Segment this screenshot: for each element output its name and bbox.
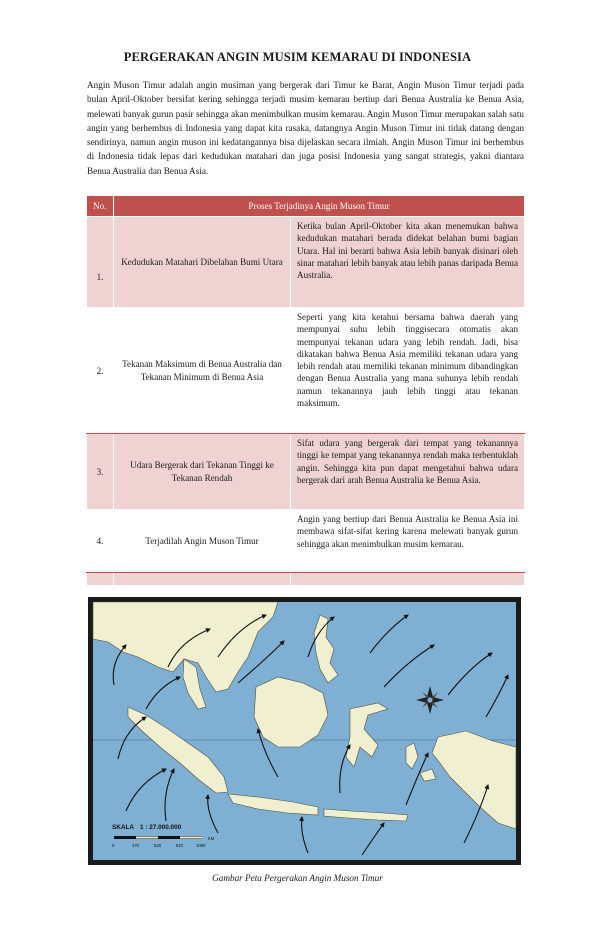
row-description: Ketika bulan April-Oktober kita akan menemukan bahwa kedudukan matahari berada didekat belahan bumi bagian Utara. Hal ini berarti bahwa Asia lebih banyak disinari oleh sinar matahari lebih banyak atau lebih panas daripada Benua Australia. [291,217,525,308]
process-table [86,196,525,586]
table-row [87,510,525,573]
intro-paragraph: Angin Muson Timur adalah angin musiman yang bergerak dari Timur ke Barat, Angin Muson Timur terjadi pada bulan April-Oktober bersifat kering sehingga terjadi musim kemarau bertiup dari Benua Australia ke Benua Asia, melewati banyak gurun pasir sehingga akan menimbulkan musim kemarau. Angin Muson Timur merupakan salah satu angin yang berhembus di Indonesia yang dapat kita rasaka, datangnya Angin Muson Timur ini tidak datang dengan sendirinya, namun angin muson ini kedatangannya bisa dijelaskan secara ilmiah. Angin Muson Timur ini berhembus di Indonesia tidak lepas dari kedudukan matahari dan juga posisi Indonesia yang sangat strategis, yakni diantara Benua Australia dan Benua Asia. [87,80,524,176]
row-number: 4. [87,510,114,573]
scale-value: 1 : 27.000.000 [140,824,182,831]
row-number: 3. [87,434,114,510]
table-row [87,308,525,434]
row-description: Sifat udara yang bergerak dari tempat yang tekanannya tinggi ke tempat yang tekanannya rendah maka terbentuklah angin. Sehingga kita pun dapat mengetahui bahwa udara bergerak dari arah Benua Australia ke Benua Asia. [291,434,525,510]
column-header-no: No. [87,196,114,217]
scale-unit: KM [208,836,215,841]
scale-label: SKALA [112,824,135,831]
table-header-row [87,196,525,217]
scale-tick: 540 [154,843,161,848]
scale-tick: 810 [176,843,183,848]
scale-tick: 270 [132,843,139,848]
row-factor: Kedudukan Matahari Dibelahan Bumi Utara [114,217,291,308]
figure-caption: Gambar Peta Pergerakan Angin Muson Timur [212,873,383,883]
row-number: 1. [87,217,114,308]
page-title: PERGERAKAN ANGIN MUSIM KEMARAU DI INDONESIA [123,50,472,64]
table-row [87,434,525,510]
row-number: 2. [87,308,114,434]
row-factor: Tekanan Maksimum di Benua Australia dan Tekanan Minimum di Benua Asia [114,308,291,434]
scale-tick: 1080 [196,843,206,848]
scale-tick: 0 [112,843,115,848]
row-factor: Terjadilah Angin Muson Timur [114,510,291,573]
row-description: Angin yang bertiup dari Benua Australia ke Benua Asia ini membawa sifat-sifat kering karena melewati banyak gurun sehingga akan menimbulkan musim kemarau. [291,510,525,573]
table-row-empty [87,573,525,586]
row-factor: Udara Bergerak dari Tekanan Tinggi ke Tekanan Rendah [114,434,291,510]
monsoon-map [88,597,521,865]
row-description: Seperti yang kita ketahui bersama bahwa daerah yang mempunyai suhu lebih tinggisecara otomatis akan mempunyai tekanan udara yang lebih rendah. Jadi, bisa dikatakan bahwa Benua Asia memiliki tekanan udara yang lebih rendah atau memiliki tekanan minimum dibandingkan dengan Benua Australia yang mana suhunya lebih rendah namun tekanannya jauh lebih tinggi atau tekanan maksimum. [291,308,525,434]
column-header-process: Proses Terjadinya Angin Muson Timur [114,196,525,217]
table-row [87,217,525,308]
